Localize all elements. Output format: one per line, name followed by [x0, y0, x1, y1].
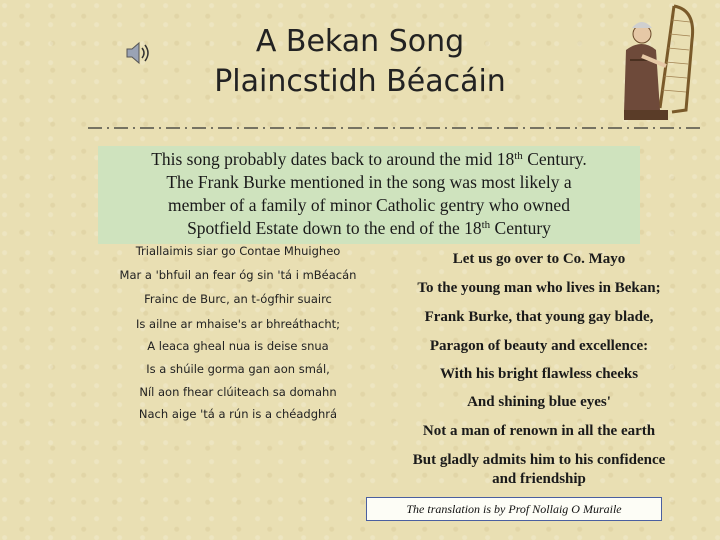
intro-line: member of a family of minor Catholic gentry who owned	[168, 195, 570, 215]
decorative-divider	[88, 122, 700, 134]
intro-line: The Frank Burke mentioned in the song was most likely a	[166, 172, 572, 192]
english-verse-line: Not a man of renown in all the earth	[422, 423, 656, 439]
english-verse-line: and friendship	[492, 471, 586, 487]
english-verse-line: Frank Burke, that young gay blade,	[424, 309, 654, 325]
english-verse-line: Paragon of beauty and excellence:	[429, 338, 649, 354]
irish-verse-line: Mar a 'bhfuil an fear óg sin 'tá i mBéacán	[119, 268, 357, 282]
harper-illustration	[612, 0, 704, 122]
page-subtitle: Plaincstidh Béacáin	[214, 64, 506, 99]
translation-credit: The translation is by Prof Nollaig O Muraile	[366, 497, 662, 521]
intro-line: Spotfield Estate down to the end of the 18th Century	[187, 218, 551, 238]
irish-verse-line: Níl aon fhear clúiteach sa domahn	[139, 385, 337, 399]
irish-verse-line: Is a shúile gorma gan aon smál,	[146, 362, 330, 376]
english-verse-line: Let us go over to Co. Mayo	[452, 251, 626, 267]
irish-verse-line: Frainc de Burc, an t-ógfhir suairc	[144, 292, 332, 306]
irish-verse-line: Triallaimis siar go Contae Mhuigheo	[135, 244, 341, 258]
english-verse-line: And shining blue eyes'	[467, 394, 611, 410]
intro-box	[98, 146, 640, 244]
irish-verse-line: Is ailne ar mhaise's ar bhreáthacht;	[136, 317, 340, 331]
english-verse-line: To the young man who lives in Bekan;	[417, 280, 661, 296]
english-verse-line: But gladly admits him to his confidence	[412, 452, 666, 468]
intro-line: This song probably dates back to around the mid 18th Century.	[151, 149, 587, 169]
irish-verse-line: Nach aige 'tá a rún is a chéadghrá	[138, 407, 338, 421]
page-title: A Bekan Song	[255, 24, 465, 59]
irish-verse-line: A leaca gheal nua is deise snua	[147, 339, 329, 353]
english-verse-line: With his bright flawless cheeks	[439, 366, 639, 382]
